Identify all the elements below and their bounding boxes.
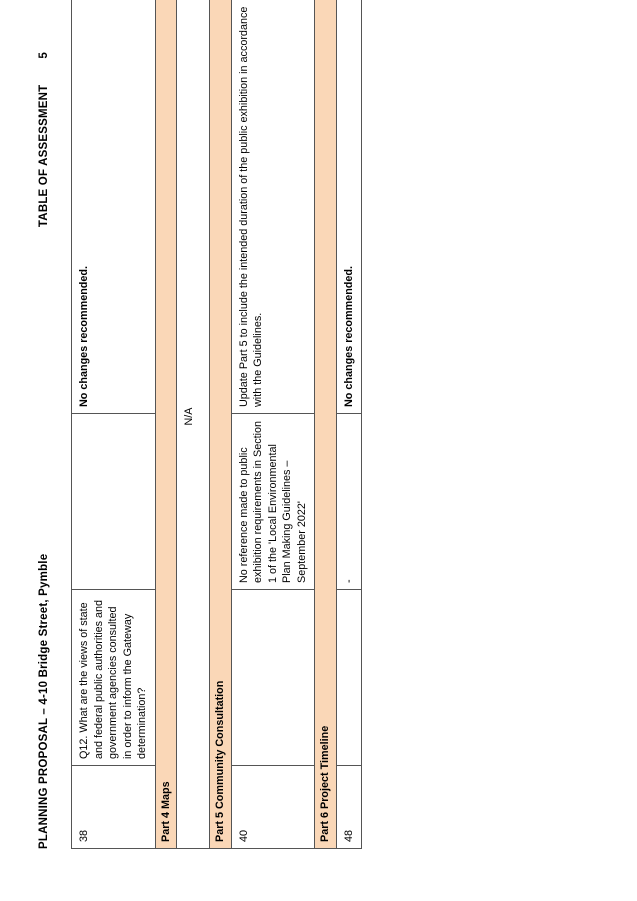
na-cell: N/A: [177, 0, 210, 849]
row-comment: -: [336, 414, 362, 590]
row-id: 48: [336, 766, 362, 849]
row-id: 38: [72, 766, 156, 849]
table-row: [336, 0, 362, 849]
section-title: TABLE OF ASSESSMENT: [38, 84, 50, 228]
assessment-table: [71, 0, 362, 849]
section-heading: Part 4 Maps: [155, 0, 177, 849]
row-comment: [72, 414, 156, 590]
row-recommendation: No changes recommended.: [72, 0, 156, 414]
section-header-part5: [210, 0, 232, 849]
row-comment: No reference made to public exhibition requirements in Section 1 of the 'Local Environmental Plan Making Guidelines – September 2022': [231, 414, 315, 590]
row-id: 40: [231, 766, 315, 849]
section-header-part6: [315, 0, 337, 849]
page-header-right: [38, 52, 50, 227]
section-heading: Part 5 Community Consultation: [210, 0, 232, 849]
row-question: [231, 590, 315, 766]
page-number: 5: [38, 52, 50, 59]
section-heading: Part 6 Project Timeline: [315, 0, 337, 849]
table-row: [177, 0, 210, 849]
table-row: [72, 0, 156, 849]
row-recommendation: No changes recommended.: [336, 0, 362, 414]
table-row: [231, 0, 315, 849]
row-question: Q12. What are the views of state and federal public authorities and government agencies consulted in order to inform the Gateway determination?: [72, 590, 156, 766]
row-recommendation: Update Part 5 to include the intended duration of the public exhibition in accordance with the Guidelines.: [231, 0, 315, 414]
section-header-part4: [155, 0, 177, 849]
row-question: [336, 590, 362, 766]
document-title: PLANNING PROPOSAL – 4-10 Bridge Street, Pymble: [38, 553, 50, 849]
